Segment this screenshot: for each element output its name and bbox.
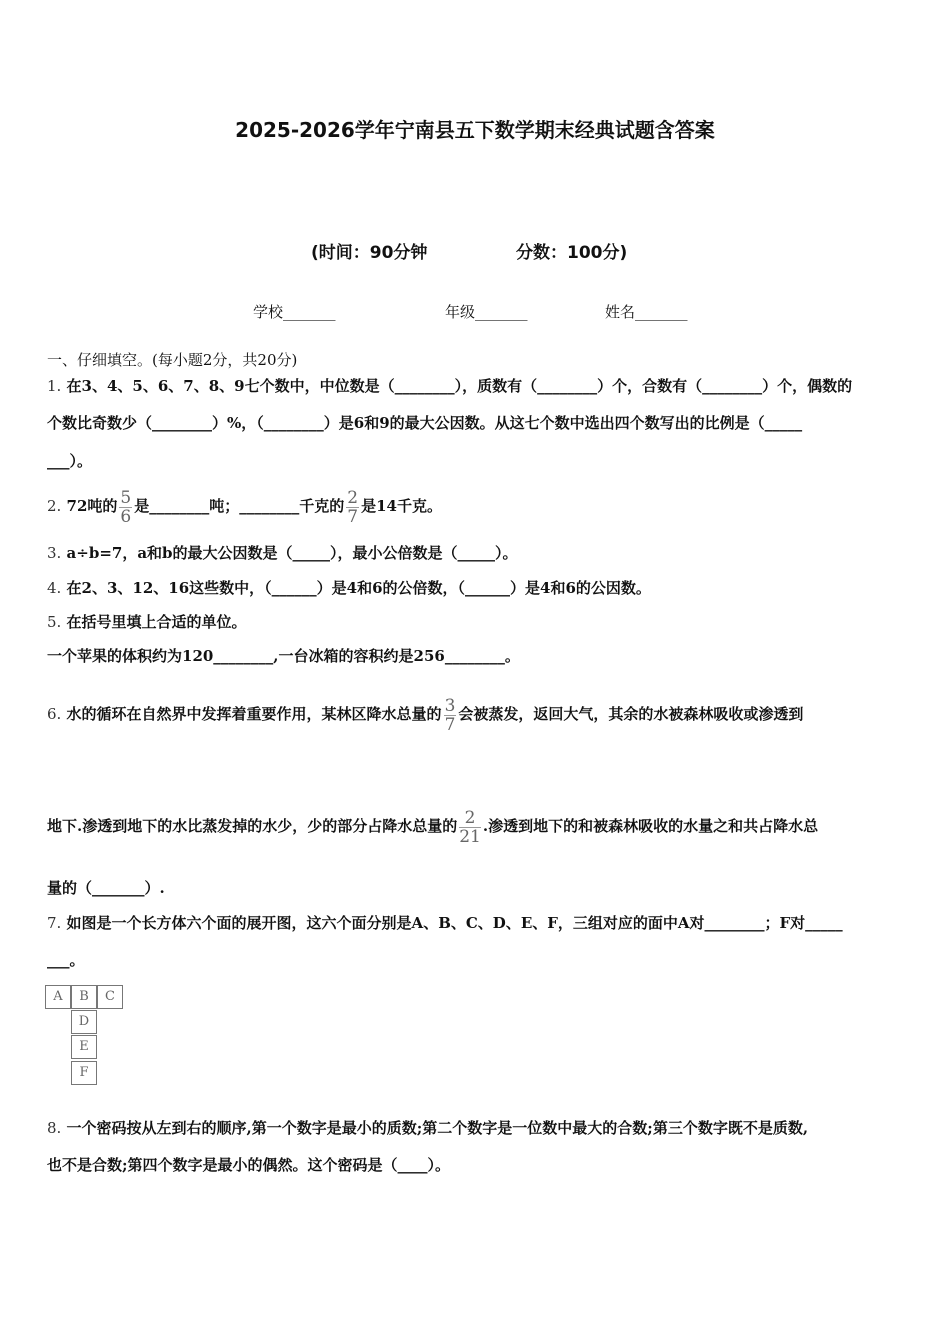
grade-field: 年级_______ — [445, 303, 528, 321]
q1-text1: 在3、4、5、6、7、8、9七个数中，中位数是（________），质数有（________）个，合数有（________）个，偶数的 — [66, 377, 853, 395]
q7-text: 如图是一个长方体六个面的展开图，这六个面分别是A、B、C、D、E、F，三组对应的面中A对________；F对_____ — [66, 914, 843, 932]
face-f: F — [71, 1061, 97, 1085]
q8-line2: 也不是合数;第四个数字是最小的偶然。这个密码是（____）。 — [47, 1156, 451, 1174]
face-e: E — [71, 1035, 97, 1059]
q2-text-b: 是________吨；________千克的 — [134, 497, 345, 515]
denominator: 6 — [120, 506, 132, 527]
q6-text-1a: 水的循环在自然界中发挥着重要作用，某林区降水总量的 — [66, 705, 442, 723]
q5-number: 5. — [47, 613, 62, 631]
face-a: A — [45, 985, 71, 1009]
q4-number: 4. — [47, 579, 62, 597]
q1-line3: ___）。 — [47, 452, 93, 470]
q5-line — [47, 612, 247, 632]
q2-number: 2. — [47, 497, 62, 515]
denominator: 7 — [444, 714, 456, 735]
q6-text-2a: 地下.渗透到地下的水比蒸发掉的水少，少的部分占降水总量的 — [47, 817, 458, 835]
q4-line — [47, 578, 651, 598]
q2-line — [47, 486, 442, 526]
numerator: 2 — [347, 487, 359, 508]
q4-text: 在2、3、12、16这些数中，（______）是4和6的公倍数，（______）是4和6的公因数。 — [66, 579, 651, 597]
school-field: 学校_______ — [253, 303, 336, 321]
q7-number: 7. — [47, 914, 62, 932]
name-field: 姓名_______ — [605, 303, 688, 321]
q3-text: a÷b=7，a和b的最大公因数是（_____），最小公倍数是（_____）。 — [66, 544, 518, 562]
fraction-3-7 — [444, 697, 457, 734]
q1-line1 — [47, 376, 852, 396]
fraction-2-21 — [459, 809, 481, 846]
q8-number: 8. — [47, 1119, 62, 1137]
q7-line1 — [47, 913, 843, 933]
q8-line1 — [47, 1118, 808, 1138]
q8-text: 一个密码按从左到右的顺序,第一个数字是最小的质数;第二个数字是一位数中最大的合数;第三个数字既不是质数, — [66, 1119, 809, 1137]
q1-line2: 个数比奇数少（________）%，（________）是6和9的最大公因数。从这七个数中选出四个数写出的比例是（_____ — [47, 414, 803, 432]
q6-text-2b: .渗透到地下的和被森林吸收的水量之和共占降水总 — [482, 817, 819, 835]
section-heading: 一、仔细填空。(每小题2分，共20分) — [47, 351, 298, 369]
numerator: 5 — [120, 487, 132, 508]
q5-text: 在括号里填上合适的单位。 — [66, 613, 247, 631]
q2-text-a: 72吨的 — [66, 497, 118, 515]
fraction-2-7 — [346, 489, 359, 526]
q3-number: 3. — [47, 544, 62, 562]
q6-number: 6. — [47, 705, 62, 723]
face-d: D — [71, 1010, 97, 1034]
denominator: 7 — [347, 506, 359, 527]
face-c: C — [97, 985, 123, 1009]
numerator: 2 — [459, 809, 481, 828]
q5-line2: 一个苹果的体积约为120________,一台冰箱的容积约是256________。 — [47, 647, 520, 665]
q6-line1 — [47, 694, 803, 734]
q6-line2 — [47, 806, 818, 846]
exam-score: 分数：100分) — [516, 243, 628, 263]
q1-number: 1. — [47, 377, 62, 395]
denominator: 21 — [459, 826, 481, 847]
q2-text-c: 是14千克。 — [361, 497, 442, 515]
numerator: 3 — [444, 695, 456, 716]
exam-time: (时间：90分钟 — [311, 243, 428, 263]
q3-line — [47, 543, 518, 563]
q6-text-1b: 会被蒸发，返回大气，其余的水被森林吸收或渗透到 — [458, 705, 804, 723]
document-title: 2025-2026学年宁南县五下数学期末经典试题含答案 — [235, 118, 715, 142]
fraction-5-6 — [119, 489, 132, 526]
face-b: B — [71, 985, 97, 1009]
q7-line2: ___。 — [47, 951, 85, 969]
q6-line3: 量的（_______）. — [47, 879, 165, 897]
